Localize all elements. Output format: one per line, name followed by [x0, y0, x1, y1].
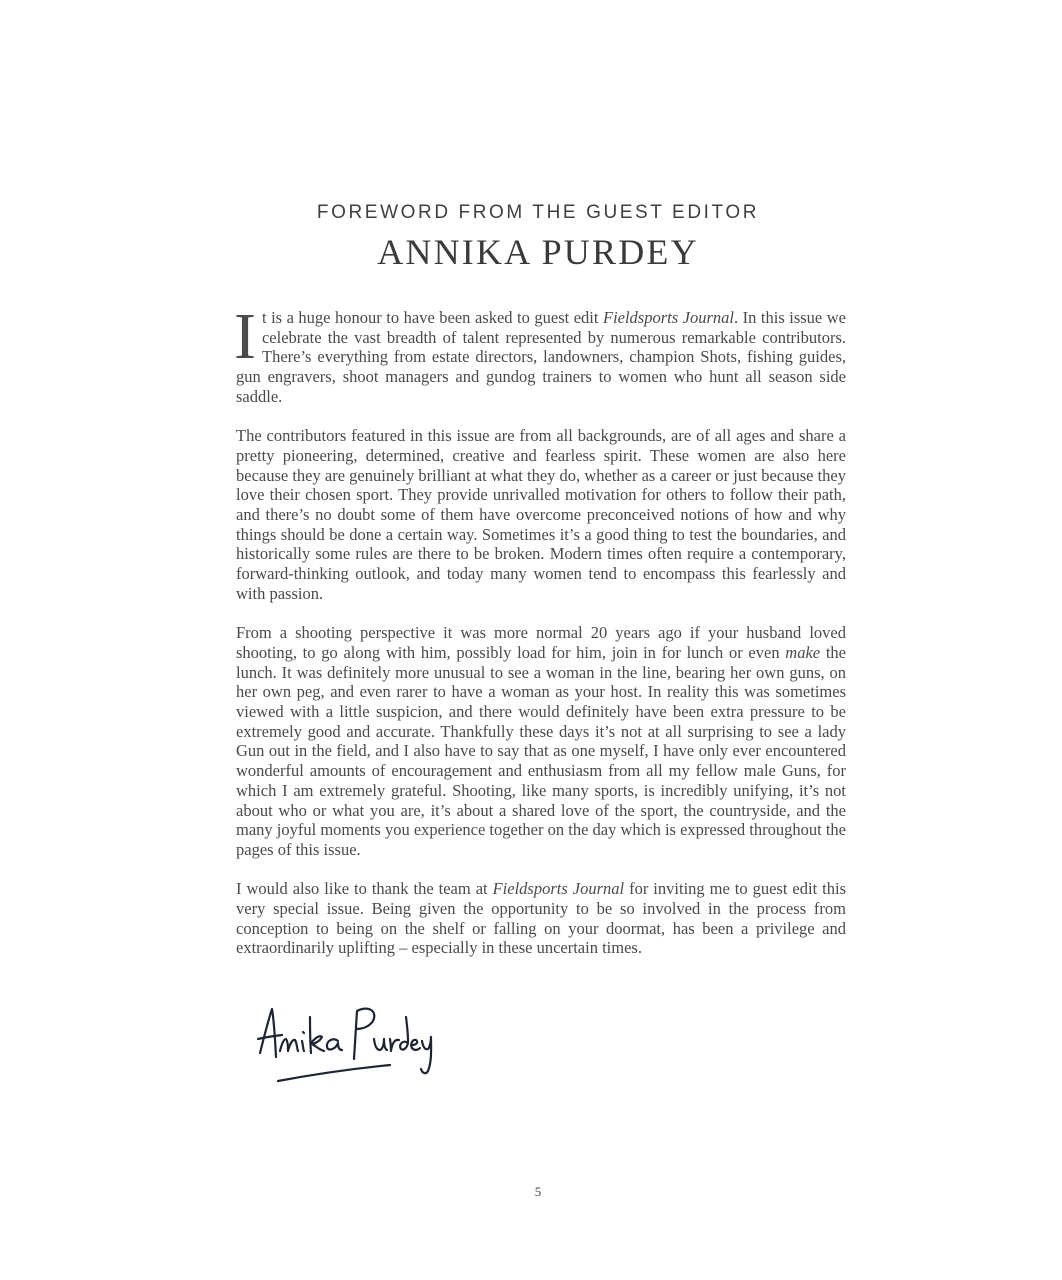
paragraph-3 [236, 623, 846, 859]
paragraph-1-text-a: t is a huge honour to have been asked to guest edit [261, 308, 603, 327]
article-body [234, 300, 847, 978]
section-kicker: FOREWORD FROM THE GUEST EDITOR [316, 202, 760, 223]
signature-strokes [258, 1009, 431, 1081]
paragraph-3-text-a: From a shooting perspective it was more normal 20 years ago if your husband loved shooting, to go along with him, possibly load for him, join in for lunch or even [236, 623, 846, 662]
paragraph-4-text-a: I would also like to thank the team at [236, 879, 493, 899]
emphasis-make: make [785, 642, 821, 662]
paragraph-3-text-c: the lunch. It was definitely more unusual to see a woman in the line, bearing her own guns, on her own peg, and even rarer to have a woman as your host. In reality this was sometimes viewed with a little suspicion, and there would definitely have been extra pressure to be extremely good and accurate. Thankfully these days it’s not at all surprising to see a lady Gun out in the field, and I also have to say that as one myself, I have only ever encountered wonderful amounts of encouragement and enthusiasm from all my fellow male Guns, for which I am extremely grateful. Shooting, like many sports, is incredibly unifying, it’s not about who or what you are, it’s about a shared love of the sport, the countryside, and the many joyful moments you experience together on the day which is expressed throughout the pages of this issue. [236, 642, 846, 859]
signature [250, 995, 440, 1090]
paragraph-2: The contributors featured in this issue are from all backgrounds, are of all ages and share a pretty pioneering, determined, creative and fearless spirit. These women are also here because they are genuinely brilliant at what they do, whether as a career or just because they love their chosen sport. They provide unrivalled motivation for others to follow their path, and there’s no doubt some of them have overcome preconceived notions of how and why things should be done a certain way. Sometimes it’s a good thing to test the boundaries, and historically some rules are there to be broken. Modern times often require a contemporary, forward-thinking outlook, and today many women tend to encompass this fearlessly and with passion. [236, 426, 846, 603]
page-number: 5 [534, 1184, 542, 1199]
paragraph-1-text-c: . In this issue we celebrate the vast breadth of talent represented by numerous remarkable contributors. There’s everything from estate directors, landowners, champion Shots, fishing guides, gun engravers, shoot managers and gundog trainers to women who hunt all season side saddle. [236, 308, 847, 406]
drop-cap: I [234, 300, 256, 373]
paragraph-4-text-c: for inviting me to guest edit this very special issue. Being given the opportunity to be so involved in the process from conception to being on the shelf or falling on your doormat, has been a privilege and extraordinarily uplifting – especially in these uncertain times. [236, 879, 846, 958]
publication-name: Fieldsports Journal [602, 308, 734, 327]
paragraph-1 [234, 300, 847, 407]
page-title: ANNIKA PURDEY [377, 232, 699, 272]
paragraph-4 [236, 879, 846, 958]
publication-name: Fieldsports Journal [492, 879, 625, 899]
